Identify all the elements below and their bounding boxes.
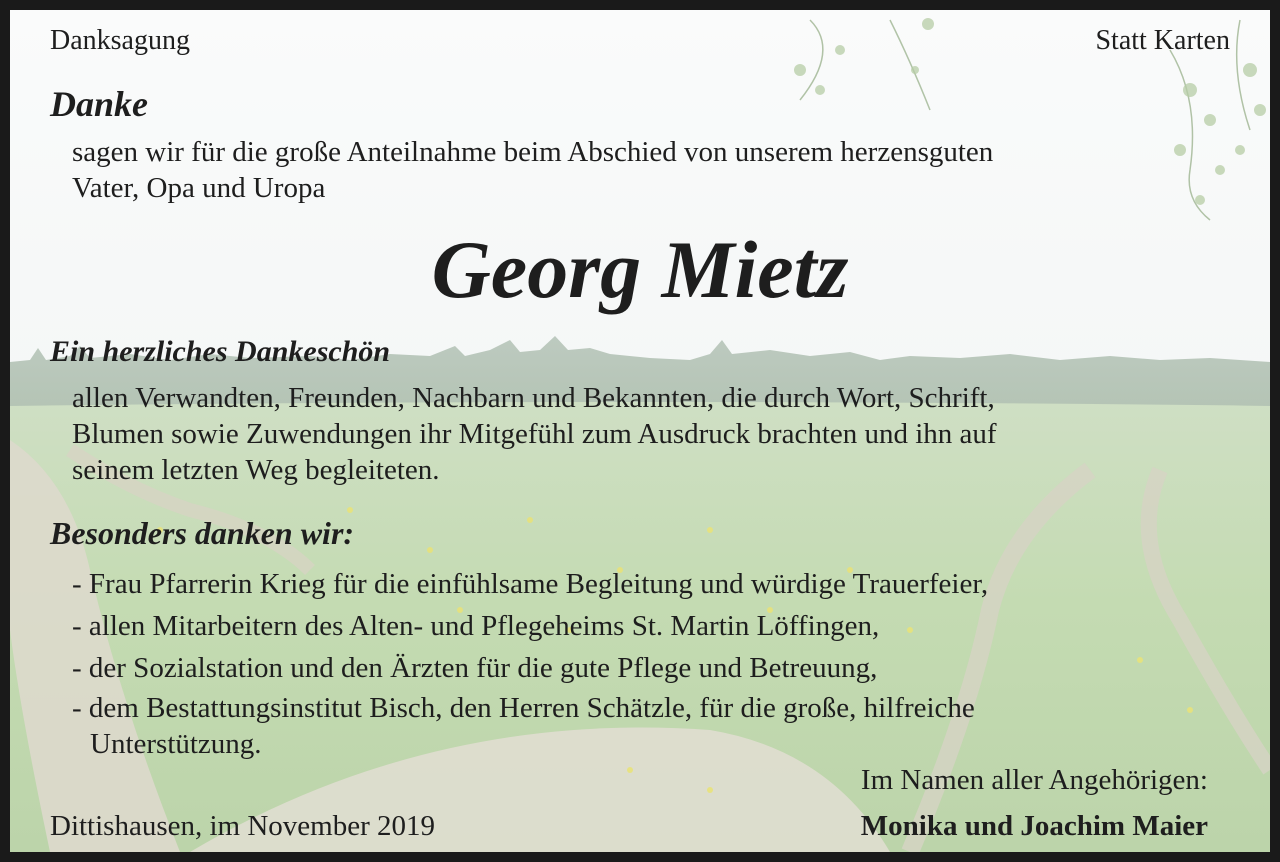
dankeschoen-line-2: Blumen sowie Zuwendungen ihr Mitgefühl zum Ausdruck brachten und ihn auf	[72, 418, 997, 450]
besonders-item-4-continued: Unterstützung.	[90, 728, 262, 760]
obituary-card	[10, 10, 1270, 852]
besonders-item-1: - Frau Pfarrerin Krieg für die einfühlsame Begleitung und würdige Trauerfeier,	[72, 568, 989, 600]
dankeschoen-heading: Ein herzliches Dankeschön	[50, 335, 391, 368]
signers: Monika und Joachim Maier	[860, 810, 1208, 842]
deceased-name: Georg Mietz	[431, 224, 849, 315]
besonders-item-4: - dem Bestattungsinstitut Bisch, den Herren Schätzle, für die große, hilfreiche	[72, 692, 975, 724]
dankeschoen-line-1: allen Verwandten, Freunden, Nachbarn und Bekannten, die durch Wort, Schrift,	[72, 382, 995, 414]
besonders-heading: Besonders danken wir:	[50, 515, 355, 551]
danke-line-2: Vater, Opa und Uropa	[72, 172, 326, 204]
header-left-label: Danksagung	[50, 25, 190, 56]
danke-heading: Danke	[50, 84, 148, 124]
besonders-item-2: - allen Mitarbeitern des Alten- und Pflegeheims St. Martin Löffingen,	[72, 610, 880, 642]
header-right-label: Statt Karten	[1095, 25, 1230, 56]
danke-line-1: sagen wir für die große Anteilnahme beim Abschied von unserem herzensguten	[72, 136, 994, 168]
place-date: Dittishausen, im November 2019	[50, 810, 436, 842]
dankeschoen-line-3: seinem letzten Weg begleiteten.	[72, 454, 440, 486]
besonders-item-3: - der Sozialstation und den Ärzten für die gute Pflege und Betreuung,	[72, 652, 878, 684]
on-behalf-label: Im Namen aller Angehörigen:	[860, 764, 1208, 796]
